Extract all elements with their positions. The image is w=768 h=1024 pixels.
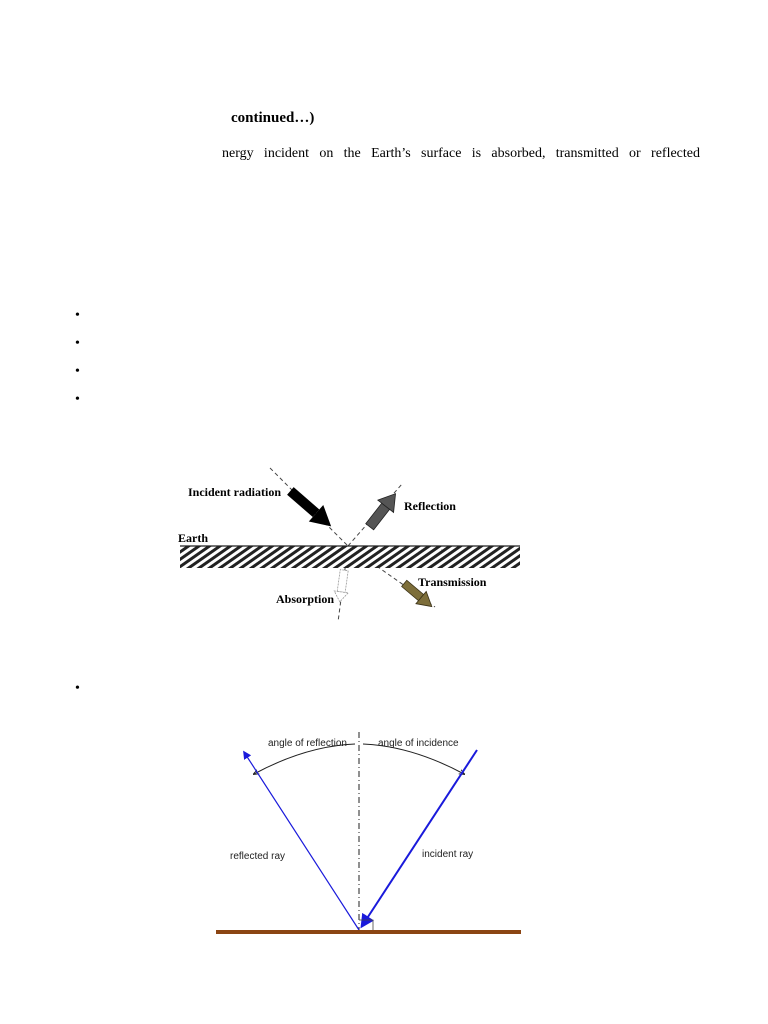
reflection-arrow xyxy=(362,488,404,533)
reflected-ray xyxy=(244,752,359,930)
intro-text: nergy incident on the Earth’s surface is absorbed, transmitted or reflected xyxy=(222,146,700,161)
reflected-ray-label: reflected ray xyxy=(230,851,286,862)
angle-of-reflection-label: angle of reflection xyxy=(268,738,347,749)
bullet-marker: • xyxy=(75,336,80,351)
absorption-label: Absorption xyxy=(276,592,335,606)
section-heading: continued…) xyxy=(231,110,315,126)
absorption-arrow xyxy=(333,569,351,603)
bullet-marker: • xyxy=(75,681,80,696)
bullet-marker: • xyxy=(75,392,80,407)
energy-interaction-diagram xyxy=(170,462,530,632)
reflection-label: Reflection xyxy=(404,499,456,513)
angle-of-incidence-label: angle of incidence xyxy=(378,738,459,749)
incident-ray-label: incident ray xyxy=(422,849,474,860)
earth-surface-band xyxy=(180,546,520,568)
transmission-label: Transmission xyxy=(418,575,487,589)
incident-radiation-label: Incident radiation xyxy=(188,485,282,499)
bullet-marker: • xyxy=(75,364,80,379)
incident-ray xyxy=(362,750,477,926)
incident-arrow xyxy=(283,483,338,535)
reflection-angle-diagram xyxy=(210,728,530,940)
bullet-marker: • xyxy=(75,308,80,323)
earth-label: Earth xyxy=(178,531,208,545)
